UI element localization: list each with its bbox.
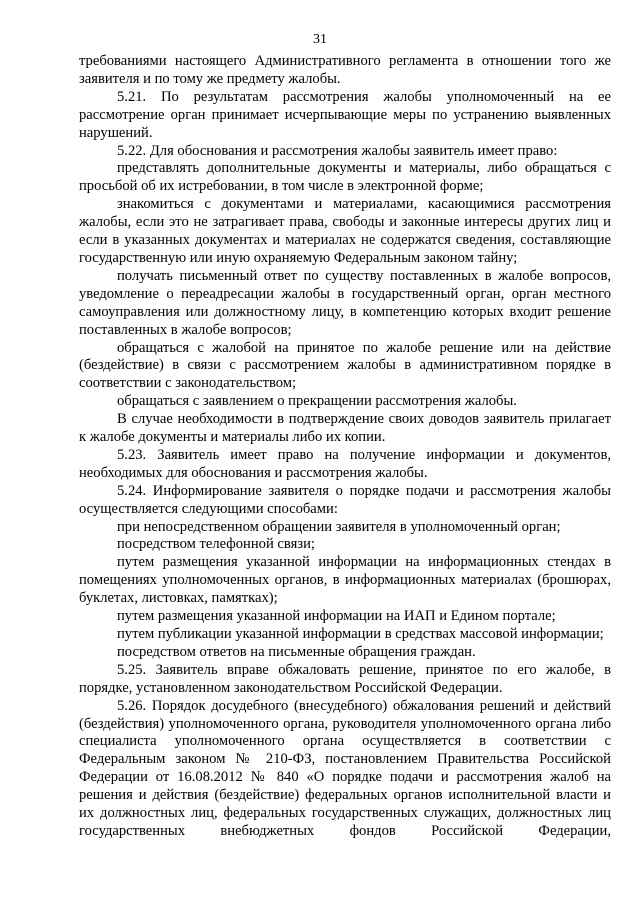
paragraph-5-26: 5.26. Порядок досудебного (внесудебного) обжалования решений и действий (бездействия) уполномоченного органа, руководителя уполномоченного органа либо специалиста уполномоченного органа осуществляется в соответствии с Федеральным законом № 210-ФЗ, постановлением Правительства Российской Федерации от 16.08.2012 № 840 «О порядке подачи и рассмотрения жалоб на решения и действия (бездействие) федеральных органов исполнительной власти и их должностных лиц, федеральных государственных служащих, должностных лиц государственных внебюджетных фондов Российской Федерации, bbox=[79, 697, 611, 839]
paragraph-5-25: 5.25. Заявитель вправе обжаловать решение, принятое по его жалобе, в порядке, установленном законодательством Российской Федерации. bbox=[79, 661, 611, 696]
list-item: при непосредственном обращении заявителя в уполномоченный орган; bbox=[117, 518, 561, 535]
paragraph-5-21: 5.21. По результатам рассмотрения жалобы уполномоченный на ее рассмотрение орган принимает исчерпывающие меры по устранению выявленных нарушений. bbox=[79, 88, 611, 141]
list-item: путем публикации указанной информации в средствах массовой информации; bbox=[117, 626, 604, 642]
list-item: обращаться с заявлением о прекращении рассмотрения жалобы. bbox=[117, 393, 517, 410]
list-item: путем размещения указанной информации на информационных стендах в помещениях уполномоченных органов, в информационных материалах (брошюрах, буклетах, листовках, памятках); bbox=[79, 554, 611, 607]
page-number: 31 bbox=[313, 32, 327, 47]
list-item: получать письменный ответ по существу поставленных в жалобе вопросов, уведомление о переадресации жалобы в государственный орган, орган местного самоуправления или должностному лицу, в компетенцию которых входит решение поставленных в жалобе вопросов; bbox=[79, 267, 611, 338]
paragraph: В случае необходимости в подтверждение своих доводов заявитель прилагает к жалобе документы и материалы либо их копии. bbox=[79, 411, 611, 446]
list-item: знакомиться с документами и материалами, касающимися рассмотрения жалобы, если это не затрагивает права, свободы и законные интересы других лиц и если в указанных документах и материалах не содержатся сведения, составляющие государственную или иную охраняемую Федеральным законом тайну; bbox=[79, 196, 611, 266]
paragraph-5-22: 5.22. Для обоснования и рассмотрения жалобы заявитель имеет право: bbox=[117, 142, 558, 159]
list-item: путем размещения указанной информации на ИАП и Едином портале; bbox=[117, 608, 556, 625]
paragraph-5-23: 5.23. Заявитель имеет право на получение информации и документов, необходимых для обоснования и рассмотрения жалобы. bbox=[79, 446, 611, 481]
paragraph-continuation: требованиями настоящего Административного регламента в отношении того же заявителя и по тому же предмету жалобы. bbox=[79, 53, 611, 87]
paragraph-5-24: 5.24. Информирование заявителя о порядке подачи и рассмотрения жалобы осуществляется следующими способами: bbox=[79, 482, 611, 517]
list-item: представлять дополнительные документы и материалы, либо обращаться с просьбой об их истребовании, в том числе в электронной форме; bbox=[79, 160, 611, 195]
list-item: обращаться с жалобой на принятое по жалобе решение или на действие (бездействие) в связи с рассмотрением жалобы в административном порядке в соответствии с законодательством; bbox=[79, 339, 611, 392]
document-body bbox=[79, 53, 611, 841]
list-item: посредством ответов на письменные обращения граждан. bbox=[117, 643, 476, 660]
list-item: посредством телефонной связи; bbox=[117, 536, 315, 553]
